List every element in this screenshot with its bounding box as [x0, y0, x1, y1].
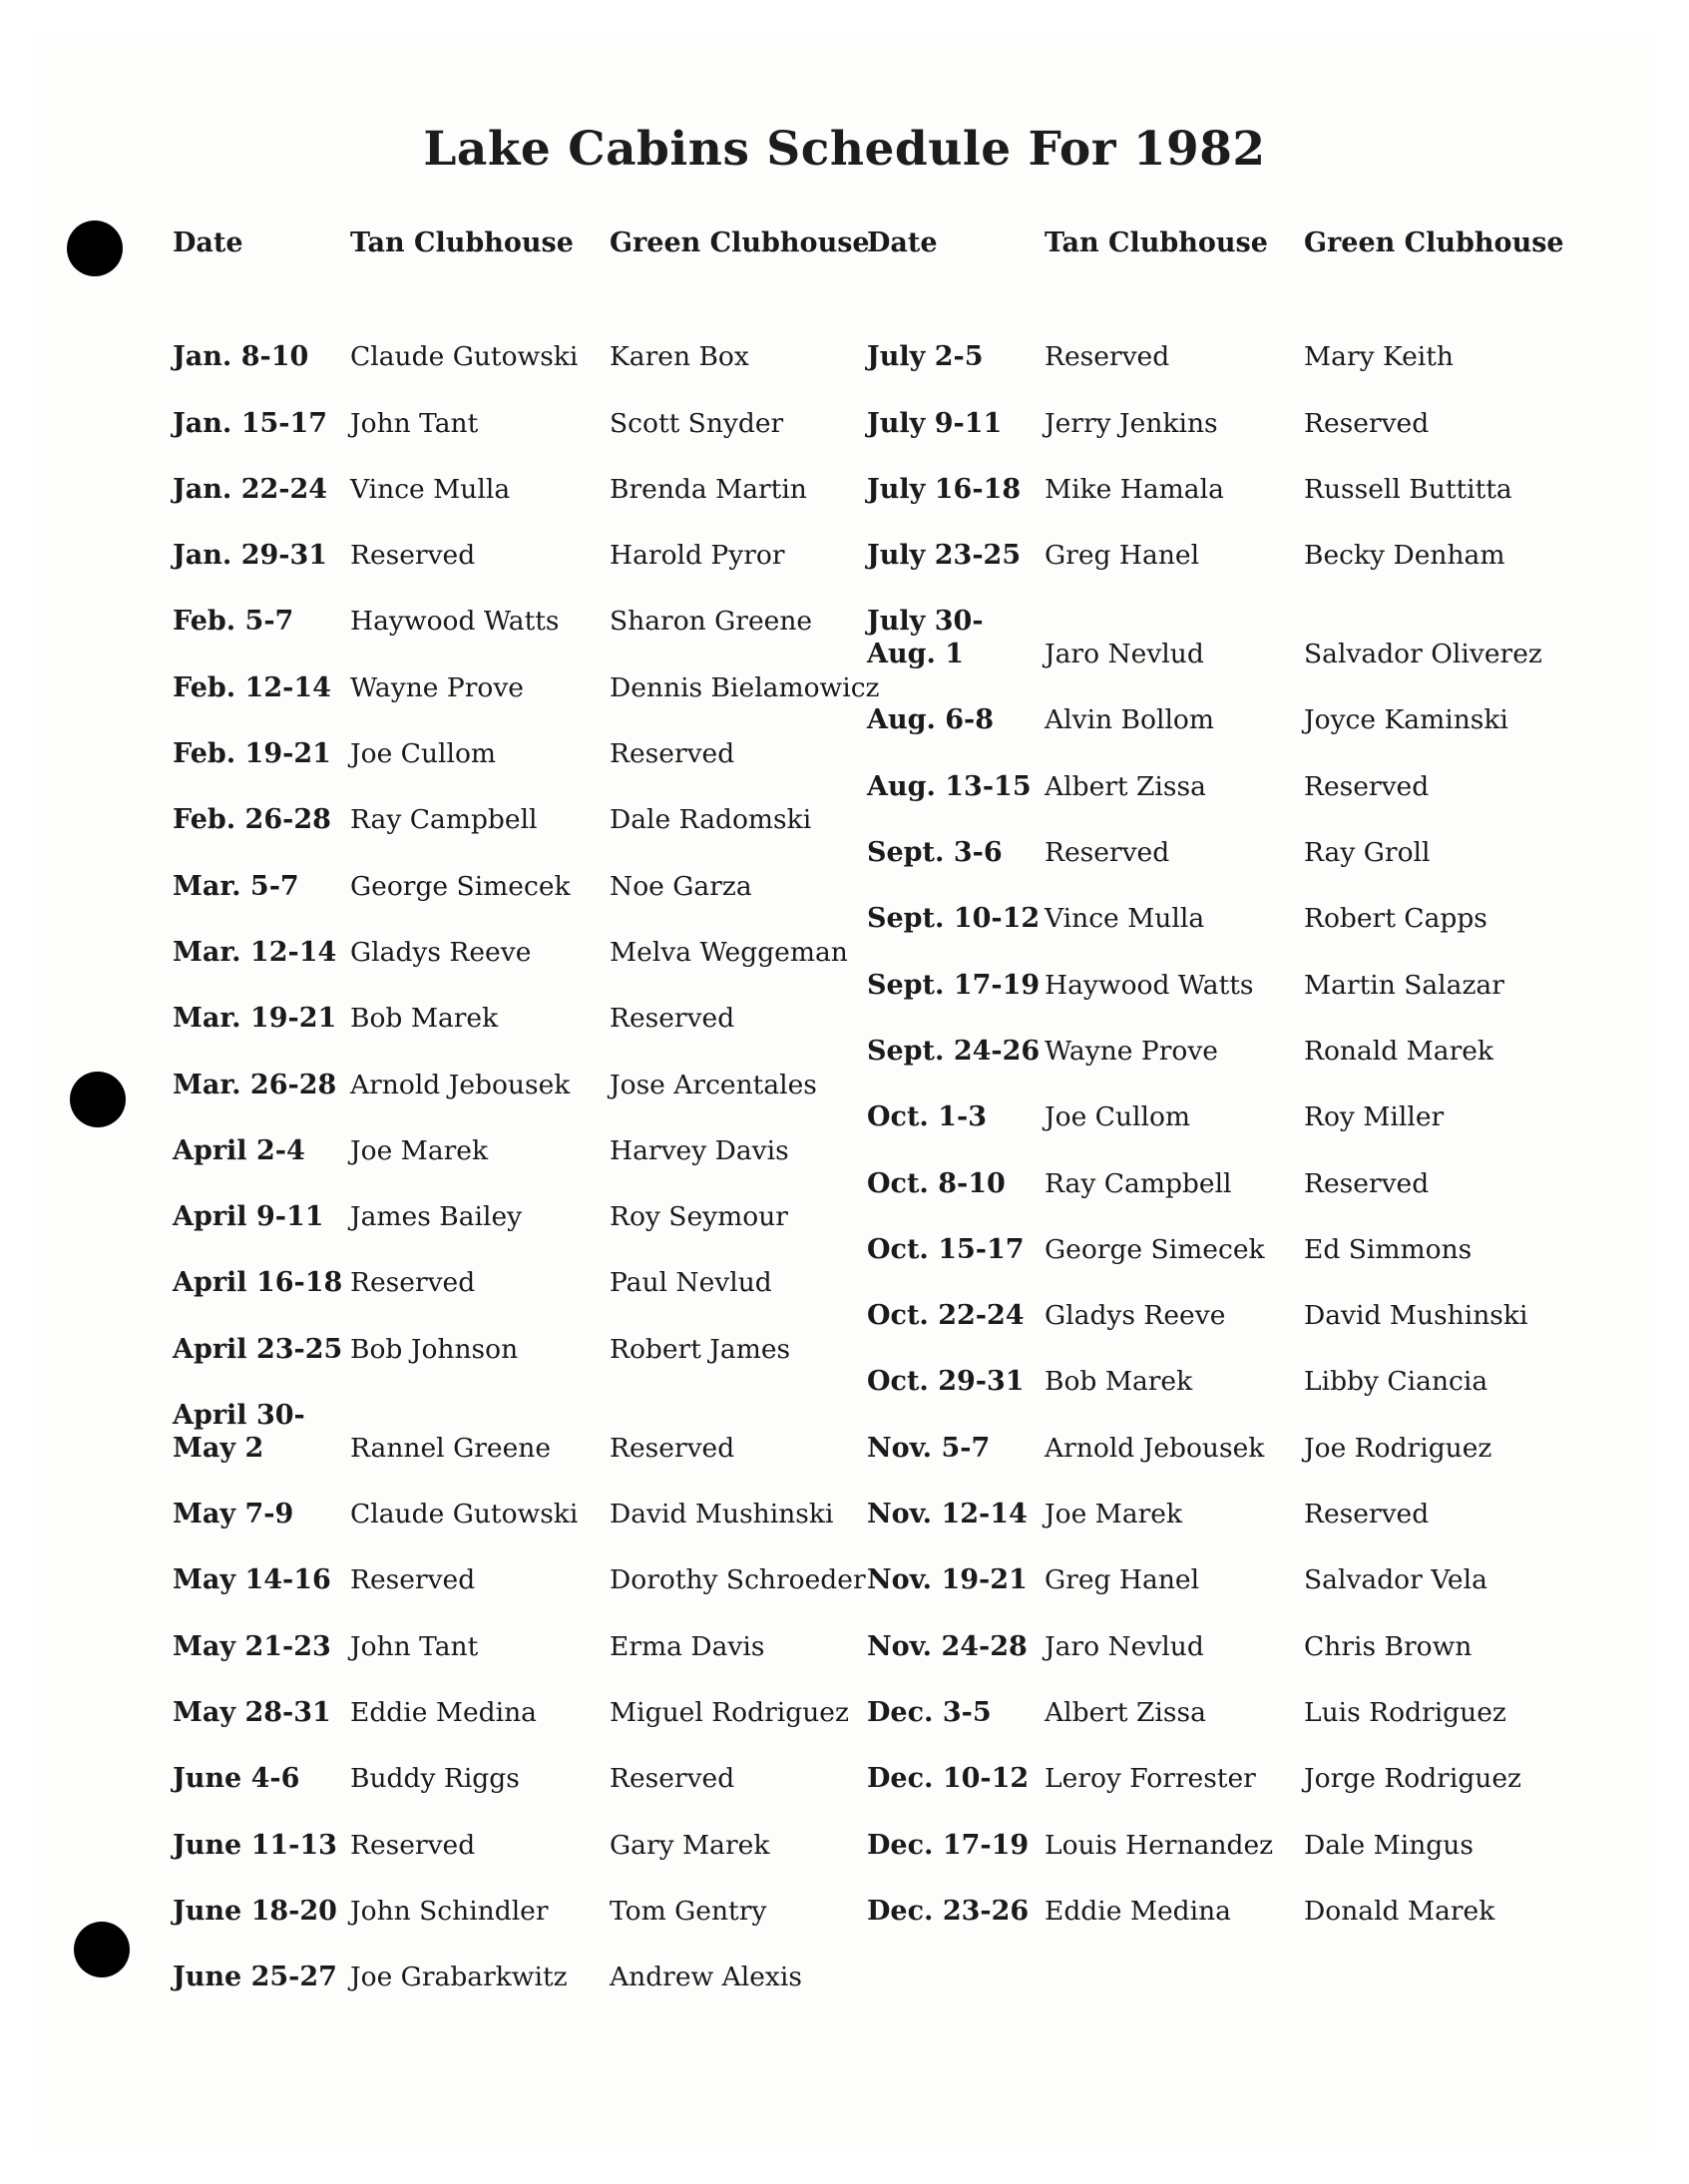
green-clubhouse-cell: Gary Marek — [610, 1829, 770, 1861]
green-clubhouse-cell: Salvador Vela — [1304, 1564, 1487, 1596]
schedule-row — [173, 1805, 871, 1871]
date-cell: Oct. 8-10 — [867, 1167, 1006, 1199]
column-headers-left — [173, 227, 871, 317]
tan-clubhouse-cell: Reserved — [350, 1564, 476, 1596]
date-cell: July 2-5 — [867, 341, 984, 373]
tan-clubhouse-cell: Eddie Medina — [350, 1696, 537, 1728]
green-clubhouse-cell: Karen Box — [610, 341, 749, 373]
schedule-row — [867, 1673, 1565, 1739]
tan-clubhouse-cell: Haywood Watts — [1045, 969, 1254, 1001]
date-cell: Mar. 5-7 — [173, 870, 299, 902]
green-clubhouse-cell: Russell Buttitta — [1304, 473, 1512, 505]
tan-clubhouse-cell: Joe Cullom — [1045, 1101, 1191, 1133]
green-clubhouse-cell: Ed Simmons — [1304, 1233, 1473, 1265]
green-clubhouse-cell: David Mushinski — [610, 1499, 834, 1530]
schedule-row — [173, 1872, 871, 1938]
green-clubhouse-cell: Ronald Marek — [1304, 1035, 1493, 1067]
tan-clubhouse-cell: Jaro Nevlud — [1045, 1630, 1204, 1662]
schedule-row — [173, 648, 880, 713]
tan-clubhouse-cell: John Tant — [350, 407, 479, 439]
date-cell: Feb. 19-21 — [173, 738, 331, 770]
date-cell: April 9-11 — [173, 1201, 324, 1233]
tan-clubhouse-cell: Joe Marek — [350, 1134, 489, 1166]
schedule-row — [173, 1540, 871, 1606]
tan-clubhouse-cell: Gladys Reeve — [350, 936, 532, 968]
schedule-row — [867, 317, 1565, 383]
date-cell: June 4-6 — [173, 1763, 300, 1795]
tan-clubhouse-cell: Wayne Prove — [1045, 1035, 1218, 1067]
schedule-row — [867, 383, 1565, 449]
green-clubhouse-cell: Harold Pyror — [610, 540, 785, 572]
tan-clubhouse-cell: Claude Gutowski — [350, 1499, 579, 1530]
schedule-row — [867, 1276, 1565, 1342]
schedule-row — [173, 913, 871, 979]
schedule-row — [867, 1408, 1565, 1474]
date-cell: April 2-4 — [173, 1134, 305, 1166]
tan-clubhouse-cell: Jaro Nevlud — [1045, 639, 1204, 670]
schedule-row — [173, 1739, 871, 1805]
date-cell: May 28-31 — [173, 1696, 331, 1728]
date-cell: Oct. 29-31 — [867, 1366, 1025, 1398]
green-clubhouse-cell: Ray Groll — [1304, 837, 1431, 869]
green-clubhouse-cell: Reserved — [610, 1003, 735, 1035]
date-cell: Nov. 24-28 — [867, 1630, 1028, 1662]
schedule-row — [173, 846, 871, 912]
tan-clubhouse-cell: Bob Marek — [1045, 1366, 1193, 1398]
tan-clubhouse-cell: Alvin Bollom — [1045, 704, 1215, 736]
green-clubhouse-cell: Donald Marek — [1304, 1895, 1495, 1927]
green-clubhouse-cell: Miguel Rodriguez — [610, 1696, 849, 1728]
green-clubhouse-cell: Martin Salazar — [1304, 969, 1504, 1001]
schedule-row — [173, 714, 871, 780]
date-cell: Sept. 10-12 — [867, 903, 1041, 935]
green-clubhouse-cell: Dennis Bielamowicz — [610, 671, 880, 703]
schedule-row — [173, 1309, 871, 1375]
tan-clubhouse-cell: John Schindler — [350, 1895, 549, 1927]
schedule-row — [867, 1210, 1565, 1276]
tan-clubhouse-cell: Vince Mulla — [1045, 903, 1205, 935]
date-cell: Mar. 12-14 — [173, 936, 337, 968]
schedule-row — [867, 516, 1565, 582]
schedule-row — [173, 450, 871, 516]
schedule-row — [173, 1475, 871, 1540]
date-cell: Jan. 8-10 — [173, 341, 309, 373]
schedule-row — [173, 1111, 871, 1177]
date-cell: Jan. 22-24 — [173, 473, 328, 505]
date-cell: Oct. 22-24 — [867, 1300, 1025, 1332]
date-cell: Sept. 17-19 — [867, 969, 1041, 1001]
green-clubhouse-cell: David Mushinski — [1304, 1300, 1528, 1332]
green-clubhouse-cell: Jose Arcentales — [610, 1069, 817, 1100]
schedule-row — [173, 1177, 871, 1243]
date-cell: July 30- Aug. 1 — [867, 606, 984, 670]
header-date: Date — [173, 227, 243, 258]
tan-clubhouse-cell: Joe Grabarkwitz — [350, 1962, 568, 1993]
tan-clubhouse-cell: Reserved — [350, 540, 476, 572]
punch-hole-bottom — [74, 1922, 130, 1977]
date-cell: Sept. 3-6 — [867, 837, 1003, 869]
date-cell: April 16-18 — [173, 1267, 343, 1299]
schedule-row — [867, 1078, 1565, 1143]
date-cell: Mar. 26-28 — [173, 1069, 337, 1100]
schedule-row — [867, 945, 1565, 1011]
green-clubhouse-cell: Robert James — [610, 1333, 791, 1365]
green-clubhouse-cell: Melva Weggeman — [610, 936, 848, 968]
date-cell: May 14-16 — [173, 1564, 331, 1596]
schedule-row — [867, 1872, 1565, 1938]
tan-clubhouse-cell: Gladys Reeve — [1045, 1300, 1226, 1332]
green-clubhouse-cell: Reserved — [1304, 407, 1430, 439]
date-cell: July 23-25 — [867, 540, 1022, 572]
date-cell: April 30- May 2 — [173, 1399, 305, 1464]
date-cell: July 9-11 — [867, 407, 1003, 439]
date-cell: Dec. 3-5 — [867, 1696, 992, 1728]
schedule-row — [173, 317, 871, 383]
tan-clubhouse-cell: Ray Campbell — [350, 804, 538, 836]
green-clubhouse-cell: Robert Capps — [1304, 903, 1487, 935]
page-title: Lake Cabins Schedule For 1982 — [423, 122, 1266, 177]
schedule-row — [867, 1012, 1565, 1078]
tan-clubhouse-cell: Jerry Jenkins — [1045, 407, 1218, 439]
column-headers-right — [867, 227, 1565, 317]
green-clubhouse-cell: Harvey Davis — [610, 1134, 789, 1166]
date-cell: Feb. 5-7 — [173, 606, 294, 638]
green-clubhouse-cell: Joe Rodriguez — [1304, 1432, 1492, 1464]
green-clubhouse-cell: Reserved — [1304, 1499, 1430, 1530]
schedule-row — [173, 979, 871, 1045]
green-clubhouse-cell: Mary Keith — [1304, 341, 1454, 373]
date-cell: Oct. 15-17 — [867, 1233, 1025, 1265]
schedule-row — [173, 1376, 871, 1475]
schedule-left-half — [173, 227, 880, 2003]
date-cell: Nov. 5-7 — [867, 1432, 991, 1464]
header-green-clubhouse: Green Clubhouse — [1304, 227, 1564, 258]
tan-clubhouse-cell: Arnold Jebousek — [1045, 1432, 1265, 1464]
date-cell: Aug. 6-8 — [867, 704, 995, 736]
tan-clubhouse-cell: Albert Zissa — [1045, 1696, 1206, 1728]
schedule-row — [867, 450, 1565, 516]
schedule-row — [867, 813, 1565, 879]
date-cell: July 16-18 — [867, 473, 1022, 505]
green-clubhouse-cell: Sharon Greene — [610, 606, 813, 638]
tan-clubhouse-cell: Eddie Medina — [1045, 1895, 1231, 1927]
date-cell: June 25-27 — [173, 1962, 337, 1993]
green-clubhouse-cell: Dorothy Schroeder — [610, 1564, 866, 1596]
date-cell: Feb. 12-14 — [173, 671, 331, 703]
tan-clubhouse-cell: James Bailey — [350, 1201, 523, 1233]
schedule-row — [173, 383, 871, 449]
date-cell: Aug. 13-15 — [867, 770, 1032, 802]
date-cell: Dec. 23-26 — [867, 1895, 1030, 1927]
schedule-row — [867, 1606, 1565, 1672]
green-clubhouse-cell: Luis Rodriguez — [1304, 1696, 1506, 1728]
schedule-row — [173, 1606, 871, 1672]
tan-clubhouse-cell: Ray Campbell — [1045, 1167, 1232, 1199]
date-cell: Dec. 17-19 — [867, 1829, 1030, 1861]
schedule-rows-left — [173, 317, 880, 2003]
date-cell: Sept. 24-26 — [867, 1035, 1041, 1067]
tan-clubhouse-cell: Bob Johnson — [350, 1333, 519, 1365]
schedule-row — [867, 1739, 1565, 1805]
green-clubhouse-cell: Tom Gentry — [610, 1895, 767, 1927]
green-clubhouse-cell: Roy Seymour — [610, 1201, 788, 1233]
date-cell: Oct. 1-3 — [867, 1101, 988, 1133]
green-clubhouse-cell: Reserved — [1304, 770, 1430, 802]
tan-clubhouse-cell: Rannel Greene — [350, 1432, 552, 1464]
green-clubhouse-cell: Jorge Rodriguez — [1304, 1763, 1522, 1795]
schedule-row — [173, 582, 871, 648]
tan-clubhouse-cell: George Simecek — [1045, 1233, 1265, 1265]
date-cell: Feb. 26-28 — [173, 804, 331, 836]
schedule-row — [867, 1540, 1565, 1606]
schedule-row — [173, 1243, 871, 1309]
punch-hole-middle — [70, 1072, 126, 1127]
tan-clubhouse-cell: Greg Hanel — [1045, 1564, 1200, 1596]
green-clubhouse-cell: Dale Mingus — [1304, 1829, 1474, 1861]
green-clubhouse-cell: Brenda Martin — [610, 473, 807, 505]
green-clubhouse-cell: Paul Nevlud — [610, 1267, 772, 1299]
schedule-row — [867, 1805, 1565, 1871]
green-clubhouse-cell: Erma Davis — [610, 1630, 765, 1662]
tan-clubhouse-cell: Arnold Jebousek — [350, 1069, 571, 1100]
date-cell: Nov. 12-14 — [867, 1499, 1028, 1530]
schedule-rows-right — [867, 317, 1565, 1938]
tan-clubhouse-cell: Reserved — [350, 1267, 476, 1299]
schedule-row — [867, 1475, 1565, 1540]
date-cell: May 21-23 — [173, 1630, 331, 1662]
punch-hole-top — [67, 220, 123, 276]
tan-clubhouse-cell: Buddy Riggs — [350, 1763, 520, 1795]
tan-clubhouse-cell: Joe Marek — [1045, 1499, 1183, 1530]
date-cell: Nov. 19-21 — [867, 1564, 1028, 1596]
green-clubhouse-cell: Libby Ciancia — [1304, 1366, 1488, 1398]
tan-clubhouse-cell: Mike Hamala — [1045, 473, 1224, 505]
date-cell: Jan. 29-31 — [173, 540, 328, 572]
tan-clubhouse-cell: Reserved — [1045, 837, 1170, 869]
green-clubhouse-cell: Joyce Kaminski — [1304, 704, 1508, 736]
tan-clubhouse-cell: Greg Hanel — [1045, 540, 1200, 572]
schedule-row — [173, 1673, 871, 1739]
date-cell: June 11-13 — [173, 1829, 337, 1861]
green-clubhouse-cell: Dale Radomski — [610, 804, 812, 836]
schedule-row — [173, 1045, 871, 1110]
tan-clubhouse-cell: Wayne Prove — [350, 671, 524, 703]
green-clubhouse-cell: Reserved — [610, 1763, 735, 1795]
header-date: Date — [867, 227, 938, 258]
schedule-row — [867, 680, 1565, 746]
date-cell: April 23-25 — [173, 1333, 343, 1365]
header-tan-clubhouse: Tan Clubhouse — [1045, 227, 1268, 258]
schedule-row — [867, 1342, 1565, 1408]
green-clubhouse-cell: Reserved — [610, 1432, 735, 1464]
tan-clubhouse-cell: Albert Zissa — [1045, 770, 1206, 802]
tan-clubhouse-cell: John Tant — [350, 1630, 479, 1662]
tan-clubhouse-cell: Haywood Watts — [350, 606, 560, 638]
tan-clubhouse-cell: Leroy Forrester — [1045, 1763, 1256, 1795]
header-green-clubhouse: Green Clubhouse — [610, 227, 870, 258]
tan-clubhouse-cell: Vince Mulla — [350, 473, 511, 505]
green-clubhouse-cell: Salvador Oliverez — [1304, 639, 1542, 670]
green-clubhouse-cell: Noe Garza — [610, 870, 752, 902]
header-tan-clubhouse: Tan Clubhouse — [350, 227, 574, 258]
date-cell: Mar. 19-21 — [173, 1003, 337, 1035]
date-cell: Dec. 10-12 — [867, 1763, 1030, 1795]
green-clubhouse-cell: Chris Brown — [1304, 1630, 1473, 1662]
green-clubhouse-cell: Reserved — [610, 738, 735, 770]
green-clubhouse-cell: Scott Snyder — [610, 407, 784, 439]
schedule-row — [867, 879, 1565, 945]
date-cell: Jan. 15-17 — [173, 407, 328, 439]
schedule-row — [173, 1938, 871, 2003]
tan-clubhouse-cell: Bob Marek — [350, 1003, 499, 1035]
schedule-row — [867, 746, 1565, 812]
tan-clubhouse-cell: Reserved — [1045, 341, 1170, 373]
schedule-row — [173, 780, 871, 846]
schedule-right-half — [867, 227, 1565, 1938]
tan-clubhouse-cell: Louis Hernandez — [1045, 1829, 1274, 1861]
tan-clubhouse-cell: Claude Gutowski — [350, 341, 579, 373]
green-clubhouse-cell: Becky Denham — [1304, 540, 1505, 572]
tan-clubhouse-cell: Joe Cullom — [350, 738, 497, 770]
green-clubhouse-cell: Reserved — [1304, 1167, 1430, 1199]
green-clubhouse-cell: Andrew Alexis — [610, 1962, 802, 1993]
schedule-row — [867, 582, 1565, 680]
date-cell: June 18-20 — [173, 1895, 337, 1927]
schedule-row — [173, 516, 871, 582]
date-cell: May 7-9 — [173, 1499, 294, 1530]
schedule-row — [867, 1143, 1565, 1209]
tan-clubhouse-cell: Reserved — [350, 1829, 476, 1861]
tan-clubhouse-cell: George Simecek — [350, 870, 571, 902]
green-clubhouse-cell: Roy Miller — [1304, 1101, 1445, 1133]
